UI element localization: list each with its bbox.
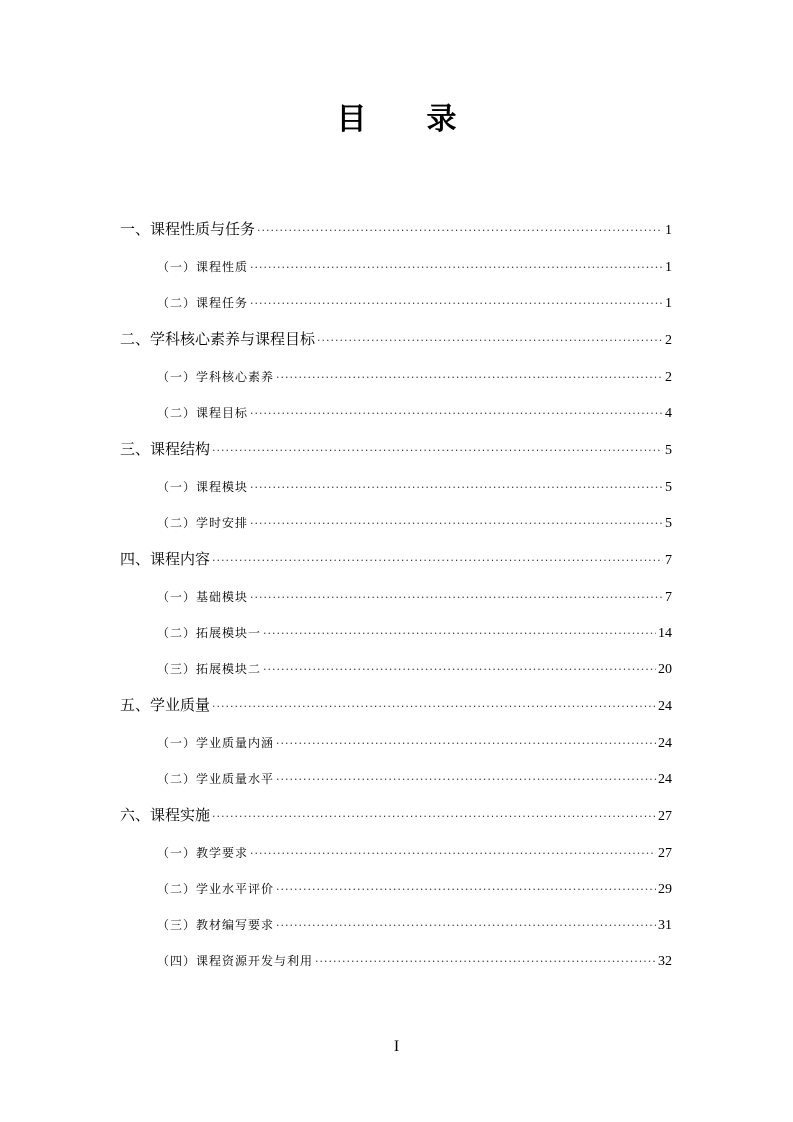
- toc-entry-page: 27: [658, 809, 672, 824]
- toc-entry-page: 5: [665, 516, 672, 531]
- toc-entry-page: 4: [665, 406, 672, 421]
- toc-dot-leader: [250, 407, 663, 420]
- toc-section-entry[interactable]: [120, 724, 672, 760]
- toc-entry-page: 31: [658, 918, 672, 933]
- toc-entry-page: 7: [665, 590, 672, 605]
- toc-chapter-entry[interactable]: [120, 320, 672, 358]
- toc-section-entry[interactable]: [120, 942, 672, 978]
- toc-dot-leader: [315, 955, 656, 968]
- toc-entry-page: 5: [665, 443, 672, 458]
- toc-entry-page: 24: [658, 736, 672, 751]
- toc-dot-leader: [250, 297, 663, 310]
- toc-entry-label: 五、学业质量: [120, 696, 211, 714]
- toc-entry-label: （一）课程模块: [157, 480, 249, 494]
- toc-dot-leader: [212, 554, 663, 567]
- toc-entry-label: 一、课程性质与任务: [120, 220, 256, 238]
- toc-dot-leader: [276, 773, 656, 786]
- toc-entry-page: 2: [665, 370, 672, 385]
- toc-entry-page: 32: [658, 954, 672, 969]
- toc-entry-label: （二）学业质量水平: [157, 772, 275, 786]
- toc-section-entry[interactable]: [120, 760, 672, 796]
- toc-entry-label: 三、课程结构: [120, 440, 211, 458]
- toc-dot-leader: [250, 847, 656, 860]
- toc-chapter-entry[interactable]: [120, 430, 672, 468]
- toc-section-entry[interactable]: [120, 870, 672, 906]
- toc-entry-label: （三）教材编写要求: [157, 918, 275, 932]
- toc-entry-page: 1: [665, 223, 672, 238]
- toc-entry-page: 20: [658, 662, 672, 677]
- toc-entry-label: （三）拓展模块二: [157, 662, 262, 676]
- toc-entry-label: 四、课程内容: [120, 550, 211, 568]
- toc-entry-label: （二）拓展模块一: [157, 626, 262, 640]
- toc-section-entry[interactable]: [120, 834, 672, 870]
- toc-entry-page: 14: [658, 626, 672, 641]
- toc-section-entry[interactable]: [120, 394, 672, 430]
- toc-dot-leader: [250, 261, 663, 274]
- toc-entry-label: （二）课程目标: [157, 406, 249, 420]
- toc-dot-leader: [257, 224, 663, 237]
- toc-entry-page: 29: [658, 882, 672, 897]
- toc-section-entry[interactable]: [120, 650, 672, 686]
- toc-chapter-entry[interactable]: [120, 686, 672, 724]
- toc-dot-leader: [276, 883, 656, 896]
- toc-section-entry[interactable]: [120, 614, 672, 650]
- toc-section-entry[interactable]: [120, 284, 672, 320]
- toc-section-entry[interactable]: [120, 504, 672, 540]
- toc-section-entry[interactable]: [120, 248, 672, 284]
- toc-dot-leader: [250, 591, 663, 604]
- toc-entry-label: （四）课程资源开发与利用: [157, 954, 314, 968]
- toc-entry-page: 1: [665, 260, 672, 275]
- toc-dot-leader: [263, 663, 656, 676]
- toc-entry-page: 5: [665, 480, 672, 495]
- toc-entry-label: （一）学业质量内涵: [157, 736, 275, 750]
- toc-entry-label: （一）学科核心素养: [157, 370, 275, 384]
- toc-entry-label: 六、课程实施: [120, 806, 211, 824]
- toc-entry-page: 24: [658, 699, 672, 714]
- page-title: 目录: [336, 102, 517, 137]
- page-number: I: [393, 1038, 400, 1055]
- toc-dot-leader: [263, 627, 656, 640]
- toc-section-entry[interactable]: [120, 578, 672, 614]
- toc-dot-leader: [250, 517, 663, 530]
- toc-chapter-entry[interactable]: [120, 540, 672, 578]
- toc-entry-label: 二、学科核心素养与课程目标: [120, 330, 316, 348]
- toc-chapter-entry[interactable]: [120, 796, 672, 834]
- toc-dot-leader: [276, 737, 656, 750]
- toc-entry-page: 2: [665, 333, 672, 348]
- table-of-contents: [120, 210, 672, 978]
- toc-entry-page: 27: [658, 846, 672, 861]
- toc-dot-leader: [250, 481, 663, 494]
- toc-entry-page: 24: [658, 772, 672, 787]
- toc-entry-label: （二）学业水平评价: [157, 882, 275, 896]
- toc-dot-leader: [212, 810, 656, 823]
- toc-dot-leader: [276, 371, 663, 384]
- toc-dot-leader: [276, 919, 656, 932]
- toc-entry-label: （二）课程任务: [157, 296, 249, 310]
- toc-entry-label: （一）教学要求: [157, 846, 249, 860]
- toc-dot-leader: [212, 444, 663, 457]
- toc-section-entry[interactable]: [120, 358, 672, 394]
- toc-section-entry[interactable]: [120, 468, 672, 504]
- toc-entry-label: （一）课程性质: [157, 260, 249, 274]
- toc-dot-leader: [317, 334, 663, 347]
- toc-entry-label: （二）学时安排: [157, 516, 249, 530]
- toc-section-entry[interactable]: [120, 906, 672, 942]
- toc-entry-page: 1: [665, 296, 672, 311]
- toc-entry-label: （一）基础模块: [157, 590, 249, 604]
- toc-chapter-entry[interactable]: [120, 210, 672, 248]
- toc-entry-page: 7: [665, 553, 672, 568]
- toc-dot-leader: [212, 700, 656, 713]
